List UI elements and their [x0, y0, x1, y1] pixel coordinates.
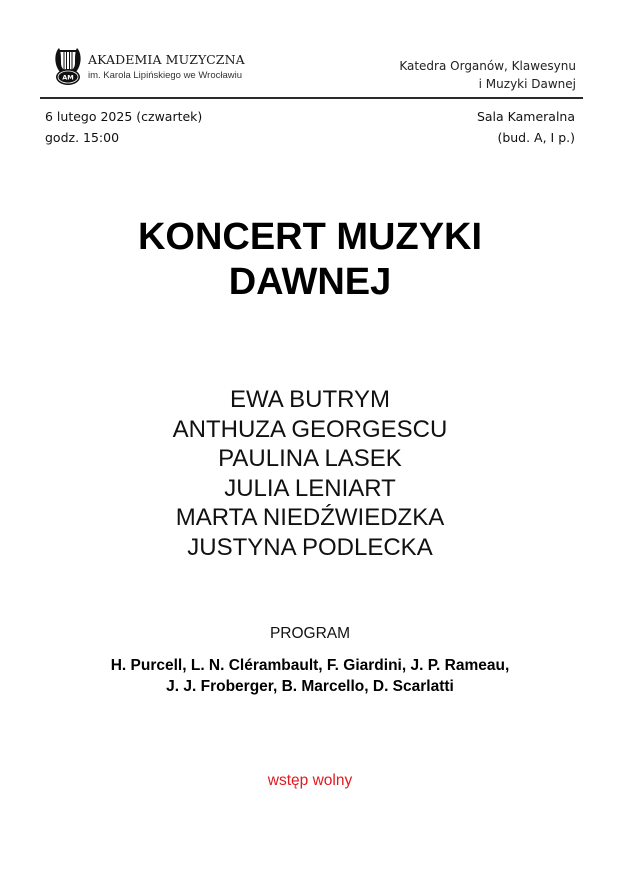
department-line-1: Katedra Organów, Klawesynu — [399, 59, 576, 73]
event-date: 6 lutego 2025 (czwartek) — [45, 109, 203, 124]
title-line-1: KONCERT MUZYKI — [137, 216, 483, 258]
event-time: godz. 15:00 — [45, 130, 120, 145]
performer-name: MARTA NIEDŹWIEDZKA — [175, 504, 445, 531]
institution-logo — [53, 45, 253, 89]
concert-title — [0, 215, 620, 305]
venue-detail: (bud. A, I p.) — [497, 130, 575, 145]
performer-name: ANTHUZA GEORGESCU — [172, 415, 448, 443]
institution-subtitle: im. Karola Lipińskiego we Wrocławiu — [88, 70, 242, 81]
institution-name: AKADEMIA MUZYCZNA — [88, 52, 245, 67]
performers-list — [0, 385, 620, 562]
composers-line-2: J. J. Froberger, B. Marcello, D. Scarlatti — [166, 678, 454, 695]
performer-name: JULIA LENIART — [224, 474, 396, 502]
event-venue — [477, 106, 575, 148]
svg-text:AM: AM — [62, 73, 74, 82]
event-datetime — [45, 106, 202, 148]
venue-name: Sala Kameralna — [476, 109, 575, 124]
performer-name: JUSTYNA PODLECKA — [187, 533, 433, 561]
lyre-icon — [53, 45, 83, 87]
department-line-2: i Muzyki Dawnej — [478, 77, 576, 91]
performer-name: EWA BUTRYM — [229, 386, 391, 413]
department-name — [399, 57, 576, 93]
header-divider — [40, 97, 583, 99]
performer-name: PAULINA LASEK — [218, 445, 402, 472]
program-heading: PROGRAM — [269, 625, 351, 642]
title-line-2: DAWNEJ — [228, 261, 392, 303]
program-composers — [0, 655, 620, 697]
admission-note: wstęp wolny — [267, 772, 353, 789]
composers-line-1: H. Purcell, L. N. Clérambault, F. Giardini, J. P. Rameau, — [110, 657, 510, 674]
